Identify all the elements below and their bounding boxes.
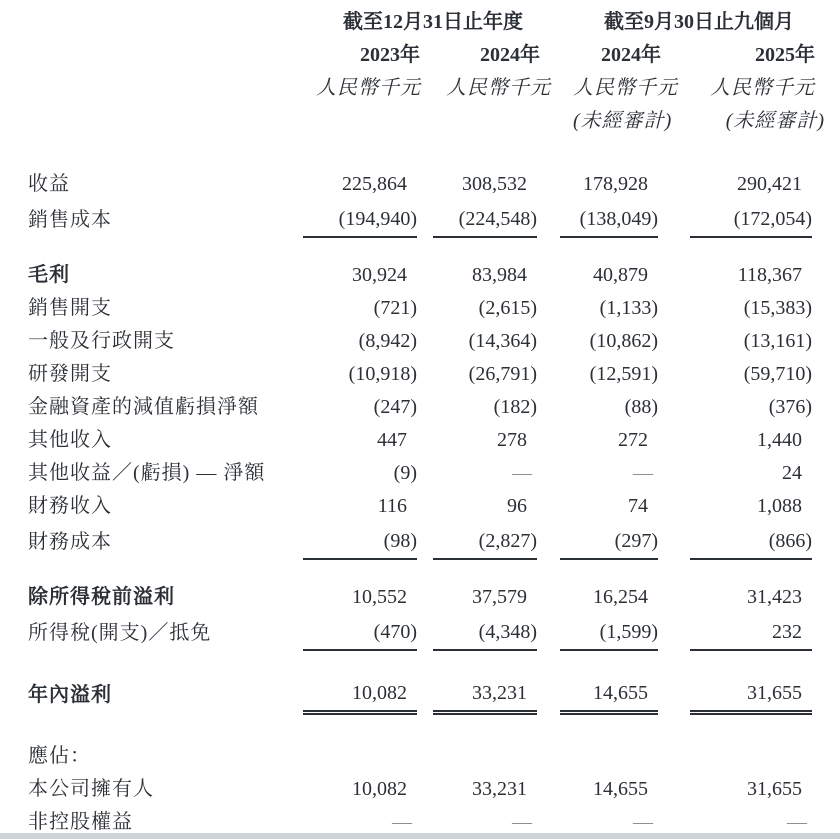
bottom-cutoff-band (0, 833, 840, 839)
year-col-3: 2024年 (601, 44, 661, 66)
row-cost-of-sales: 銷售成本 (194,940) (224,548) (138,049) (172,054) (28, 201, 812, 237)
row-non-controlling-interests: 非控股權益 — — — — (28, 811, 808, 833)
header-spacer (28, 6, 303, 39)
row-finance-income: 財務收入 116 96 74 1,088 (28, 495, 803, 517)
year-col-2: 2024年 (480, 44, 540, 66)
period-header-row (28, 6, 812, 39)
year-col-1: 2023年 (360, 44, 420, 66)
row-revenue: 收益 225,864 308,532 178,928 290,421 (28, 173, 803, 195)
row-finance-costs: 財務成本 (98) (2,827) (297) (866) (28, 523, 812, 559)
row-income-tax-expense-credit: 所得稅(開支)／抵免 (470) (4,348) (1,599) 232 (28, 614, 812, 650)
period-nine-month-header: 截至9月30日止九個月 (604, 11, 794, 33)
unaudited-row (28, 105, 812, 138)
row-other-income: 其他收入 447 278 272 1,440 (28, 429, 803, 451)
unit-col-2: 人民幣千元 (446, 77, 551, 99)
income-statement-table (28, 6, 826, 839)
row-attributable-to: 應佔： (28, 745, 91, 767)
row-other-gains-losses-net: 其他收益／(虧損) — 淨額 (9) — — 24 (28, 462, 803, 484)
row-impairment-losses-financial-assets: 金融資產的減值虧損淨額 (247) (182) (88) (376) (28, 396, 813, 418)
unaudited-col-4: (未經審計) (725, 110, 826, 132)
unaudited-col-3: (未經審計) (573, 110, 673, 132)
year-col-4: 2025年 (755, 44, 816, 66)
year-header-row (28, 39, 812, 72)
row-owners-of-the-company: 本公司擁有人 10,082 33,231 14,655 31,655 (28, 778, 803, 800)
unit-col-4: 人民幣千元 (710, 77, 816, 99)
row-profit-for-the-year: 年內溢利 10,082 33,231 14,655 31,655 (28, 674, 812, 712)
period-annual-header: 截至12月31日止年度 (343, 11, 523, 33)
row-selling-expenses: 銷售開支 (721) (2,615) (1,133) (15,383) (28, 297, 813, 319)
unit-col-3: 人民幣千元 (573, 77, 678, 99)
unit-col-1: 人民幣千元 (316, 77, 421, 99)
row-rd-expenses: 研發開支 (10,918) (26,791) (12,591) (59,710) (28, 363, 813, 385)
row-profit-before-income-tax: 除所得稅前溢利 10,552 37,579 16,254 31,423 (28, 586, 803, 608)
currency-unit-row (28, 72, 812, 105)
row-gross-profit: 毛利 30,924 83,984 40,879 118,367 (28, 264, 803, 286)
row-general-admin-expenses: 一般及行政開支 (8,942) (14,364) (10,862) (13,161) (28, 330, 813, 352)
